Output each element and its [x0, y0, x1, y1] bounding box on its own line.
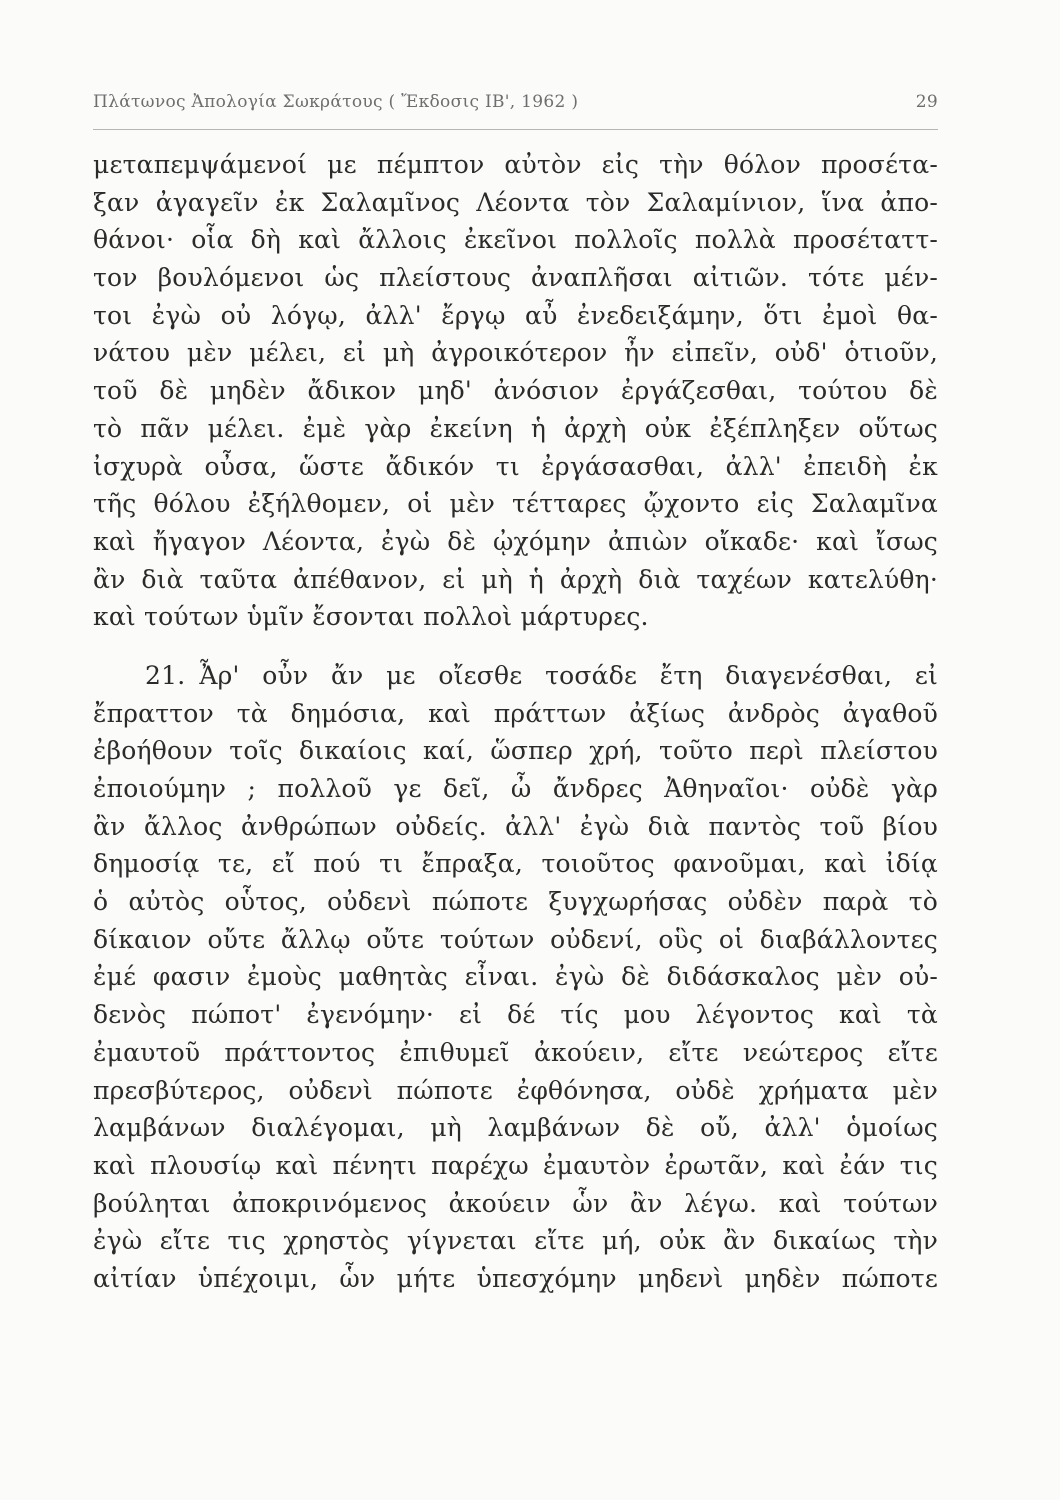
section-first-line: [93, 657, 938, 695]
text-line: καὶ πλουσίῳ καὶ πένητι παρέχω ἐμαυτὸν ἐρωτᾶν, καὶ ἐάν τις: [93, 1150, 938, 1180]
header-rule: [93, 129, 938, 130]
text-line: τοι ἐγὼ οὐ λόγῳ, ἀλλ' ἔργῳ αὖ ἐνεδειξάμην, ὅτι ἐμοὶ θα-: [93, 300, 938, 330]
running-header: [93, 92, 938, 118]
page-number: 29: [915, 92, 938, 112]
text-line: ἐποιούμην ; πολλοῦ γε δεῖ, ὦ ἄνδρες Ἀθηναῖοι· οὐδὲ γὰρ: [93, 774, 938, 803]
body-text: [93, 146, 938, 1298]
text-line: νάτου μὲν μέλει, εἰ μὴ ἀγροικότερον ἦν εἰπεῖν, οὐδ' ὁτιοῦν,: [93, 338, 938, 368]
text-line: θάνοι· οἷα δὴ καὶ ἄλλοις ἐκεῖνοι πολλοῖς πολλὰ προσέταττ-: [93, 225, 938, 255]
paragraph-1: [93, 146, 938, 636]
text-line: τῆς θόλου ἐξήλθομεν, οἱ μὲν τέτταρες ᾤχοντο εἰς Σαλαμῖνα: [93, 489, 938, 519]
text-line: λαμβάνων διαλέγομαι, μὴ λαμβάνων δὲ οὔ, ἀλλ' ὁμοίως: [93, 1113, 938, 1143]
text-line: τὸ πᾶν μέλει. ἐμὲ γὰρ ἐκείνη ἡ ἀρχὴ οὐκ ἐξέπληξεν οὕτως: [93, 413, 938, 443]
text-line: μεταπεμψάμενοί με πέμπτον αὐτὸν εἰς τὴν θόλον προσέτα-: [93, 150, 938, 179]
text-line: αἰτίαν ὑπέχοιμι, ὧν μήτε ὑπεσχόμην μηδενὶ μηδὲν πώποτε: [93, 1263, 938, 1293]
text-line: βούληται ἀποκρινόμενος ἀκούειν ὧν ἂν λέγω. καὶ τούτων: [93, 1188, 938, 1218]
text-line: ἐμέ φασιν ἐμοὺς μαθητὰς εἶναι. ἐγὼ δὲ διδάσκαλος μὲν οὐ-: [93, 962, 938, 992]
text-line: ξαν ἀγαγεῖν ἐκ Σαλαμῖνος Λέοντα τὸν Σαλαμίνιον, ἵνα ἀπο-: [93, 187, 938, 217]
text-line: ἂν ἄλλος ἀνθρώπων οὐδείς. ἀλλ' ἐγὼ διὰ παντὸς τοῦ βίου: [93, 811, 938, 841]
text-line: δίκαιον οὔτε ἄλλῳ οὔτε τούτων οὐδενί, οὓς οἱ διαβάλλοντες: [93, 924, 938, 954]
text-line: ὁ αὐτὸς οὗτος, οὐδενὶ πώποτε ξυγχωρήσας οὐδὲν παρὰ τὸ: [93, 887, 938, 917]
text-line: ἔπραττον τὰ δημόσια, καὶ πράττων ἀξίως ἀνδρὸς ἀγαθοῦ: [93, 698, 938, 728]
text-line: τοῦ δὲ μηδὲν ἄδικον μηδ' ἀνόσιον ἐργάζεσθαι, τούτου δὲ: [93, 376, 938, 406]
header-title: Πλάτωνος Ἀπολογία Σωκράτους ( Ἔκδοσις ΙΒ', 1962 ): [93, 92, 579, 112]
text-line: καὶ ἤγαγον Λέοντα, ἐγὼ δὲ ᾠχόμην ἀπιὼν οἴκαδε· καὶ ἴσως: [93, 526, 938, 556]
text-line: πρεσβύτερος, οὐδενὶ πώποτε ἐφθόνησα, οὐδὲ χρήματα μὲν: [93, 1075, 938, 1105]
text-line: ἂν διὰ ταῦτα ἀπέθανον, εἰ μὴ ἡ ἀρχὴ διὰ ταχέων κατελύθη·: [93, 564, 938, 594]
text-line: δενὸς πώποτ' ἐγενόμην· εἰ δέ τίς μου λέγοντος καὶ τὰ: [93, 1000, 938, 1030]
paragraph-2: [93, 657, 938, 1298]
text-line: καὶ τούτων ὑμῖν ἔσονται πολλοὶ μάρτυρες.: [93, 602, 649, 632]
first-line-text: Ἆρ' οὖν ἄν με οἴεσθε τοσάδε ἔτη διαγενέσθαι, εἰ: [199, 660, 938, 690]
text-line: τον βουλόμενοι ὡς πλείστους ἀναπλῆσαι αἰτιῶν. τότε μέν-: [93, 263, 938, 293]
text-line: ἐβοήθουν τοῖς δικαίοις καί, ὥσπερ χρή, τοῦτο περὶ πλείστου: [93, 736, 938, 766]
paragraph-gap: [93, 636, 938, 657]
text-line: δημοσίᾳ τε, εἴ πού τι ἔπραξα, τοιοῦτος φανοῦμαι, καὶ ἰδίᾳ: [93, 849, 938, 879]
text-line: ἐμαυτοῦ πράττοντος ἐπιθυμεῖ ἀκούειν, εἴτε νεώτερος εἴτε: [93, 1037, 938, 1067]
text-line: ἰσχυρὰ οὖσα, ὥστε ἄδικόν τι ἐργάσασθαι, ἀλλ' ἐπειδὴ ἐκ: [93, 451, 938, 481]
text-line: ἐγὼ εἴτε τις χρηστὸς γίγνεται εἴτε μή, οὐκ ἂν δικαίως τὴν: [93, 1226, 938, 1256]
section-number: 21.: [145, 660, 186, 690]
